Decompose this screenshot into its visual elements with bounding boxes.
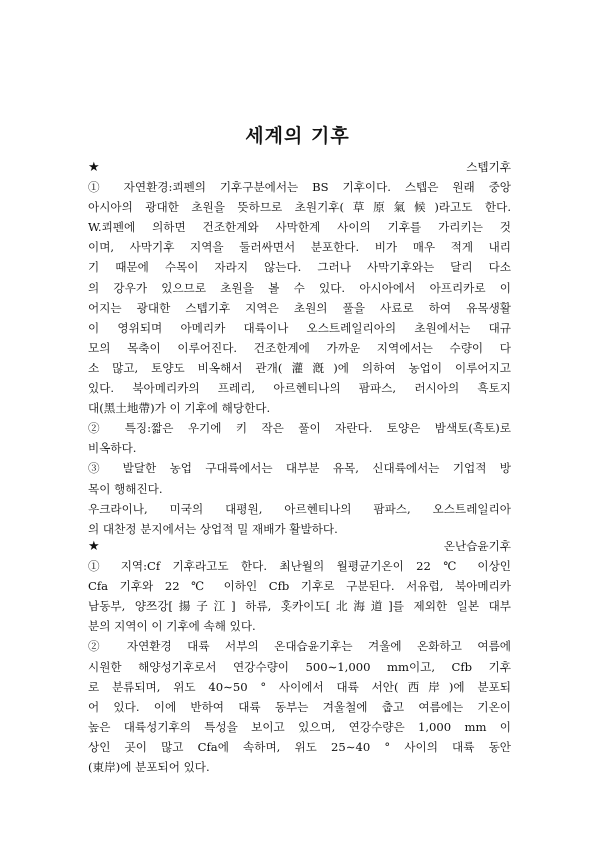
text-line: Cfa 기후와 22 ℃ 이하인 Cfb 기후로 구분된다. 서유럽, 북아메리카 [88,579,511,594]
text-line: 어지는 광대한 스텝기후 지역은 초원의 풀을 사료로 하여 유목생활 [88,300,511,315]
section-header [88,536,511,556]
text-line: 기 때문에 수목이 자라지 않는다. 그러나 사막기후와는 달리 다소 [88,260,511,275]
section-steppe-climate [88,157,511,539]
text-line: (東岸)에 분포되어 있다. [88,760,210,775]
text-line: 있다. 북아메리카의 프레리, 아르헨티나의 팜파스, 러시아의 흑토지 [88,381,511,396]
text-line: 남동부, 양쯔강[揚子江] 하류, 홋카이도[北海道]를 제외한 일본 대부 [88,599,511,614]
text-line: 높은 대륙성기후의 특성을 보이고 있으며, 연강수량은 1,000 mm 이 [88,719,511,734]
section-body [88,177,511,539]
text-line: ③ 발달한 농업 구대륙에서는 대부분 유목, 신대륙에서는 기업적 방 [88,461,511,476]
text-line: 아시아의 광대한 초원을 뜻하므로 초원기후(草原氣候)라고도 한다. [88,200,511,215]
star-icon: ★ [88,160,100,175]
text-line: 시원한 해양성기후로서 연강수량이 500∼1,000 mm이고, Cfb 기후 [88,659,511,674]
section-header [88,157,511,177]
text-line: 로 분류되며, 위도 40∼50 ° 사이에서 대륙 서안(西岸)에 분포되 [88,679,511,694]
section-heading: 온난습윤기후 [443,539,511,553]
text-line: 모의 목축이 이루어진다. 건조한계에 가까운 지역에서는 수량이 다 [88,340,511,355]
section-heading: 스텝기후 [466,160,511,174]
section-body [88,556,511,777]
text-line: ① 지역:Cf 기후라고도 한다. 최난월의 월평균기온이 22 ℃ 이상인 [88,559,511,574]
text-line: 어 있다. 이에 반하여 대륙 동부는 겨울철에 춥고 여름에는 기온이 [88,699,511,714]
page-title: 세계의 기후 [245,125,350,147]
text-line: 상인 곳이 많고 Cfa에 속하며, 위도 25∼40 ° 사이의 대륙 동안 [88,739,511,754]
text-line: 이 영위되며 아메리카 대륙이나 오스트레일리아의 초원에서는 대규 [88,320,511,335]
text-line: 비옥하다. [88,441,137,456]
text-line: ① 자연환경:쾨펜의 기후구분에서는 BS 기후이다. 스텝은 원래 중앙 [88,180,511,195]
section-humid-temperate-climate [88,536,511,777]
text-line: 의 강우가 있으므로 초원을 볼 수 있다. 아시아에서 아프리카로 이 [88,280,511,295]
text-line: ② 특징:짧은 우기에 키 작은 풀이 자란다. 토양은 밤색토(흑토)로 [88,421,511,436]
text-line: 소 많고, 토양도 비옥해서 관개(灌漑)에 의하여 농업이 이루어지고 [88,360,511,375]
text-line: 이며, 사막기후 지역을 둘러싸면서 분포한다. 비가 매우 적게 내리 [88,240,511,255]
text-line: W.쾨펜에 의하면 건조한계와 사막한계 사이의 기후를 가리키는 것 [88,220,511,235]
text-line: 목이 행해진다. [88,481,163,496]
text-line: 우크라이나, 미국의 대평원, 아르헨티나의 팜파스, 오스트레일리아 [88,501,511,516]
text-line: 의 대찬정 분지에서는 상업적 밀 재배가 활발하다. [88,521,338,536]
text-line: 분의 지역이 이 기후에 속해 있다. [88,619,256,634]
star-icon: ★ [88,539,100,554]
text-line: 대(黑土地帶)가 이 기후에 해당한다. [88,401,271,416]
text-line: ② 자연환경 대륙 서부의 온대습윤기후는 겨울에 온화하고 여름에 [88,639,511,654]
